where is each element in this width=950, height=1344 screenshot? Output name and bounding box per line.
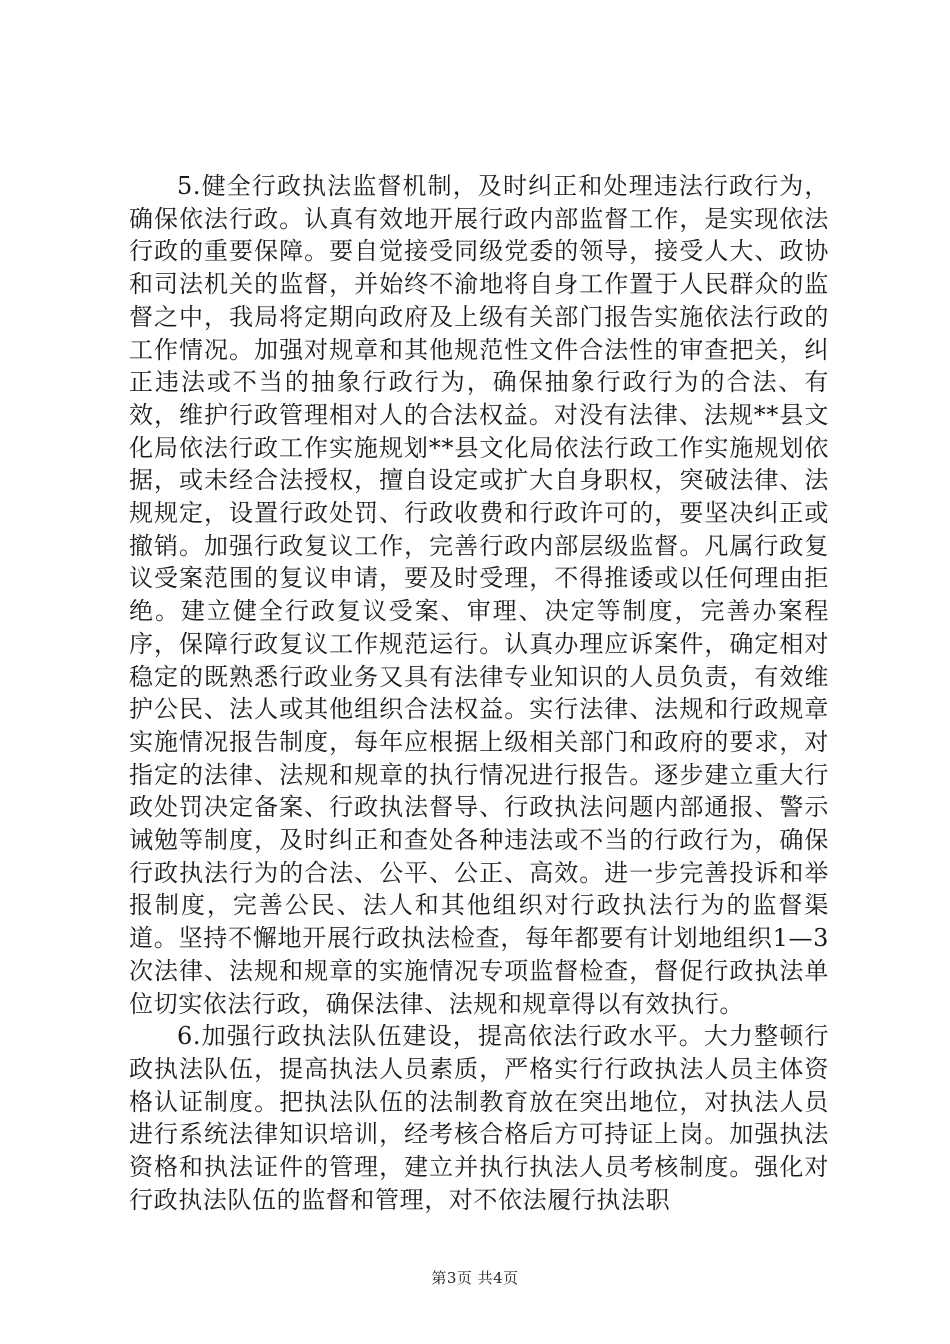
paragraph-5: 5.健全行政执法监督机制，及时纠正和处理违法行政行为，确保依法行政。认真有效地开展行政内部监督工作，是实现依法行政的重要保障。要自觉接受同级党委的领导，接受人大、政协和司法机关的监督，并始终不渝地将自身工作置于人民群众的监督之中，我局将定期向政府及上级有关部门报告实施依法行政的工作情况。加强对规章和其他规范性文件合法性的审查把关，纠正违法或不当的抽象行政行为，确保抽象行政行为的合法、有效，维护行政管理相对人的合法权益。对没有法律、法规**县文化局依法行政工作实施规划**县文化局依法行政工作实施规划依据，或未经合法授权，擅自设定或扩大自身职权，突破法律、法规规定，设置行政处罚、行政收费和行政许可的，要坚决纠正或撤销。加强行政复议工作，完善行政内部层级监督。凡属行政复议受案范围的复议申请，要及时受理，不得推诿或以任何理由拒绝。建立健全行政复议受案、审理、决定等制度，完善办案程序，保障行政复议工作规范运行。认真办理应诉案件，确定相对稳定的既熟悉行政业务又具有法律专业知识的人员负责，有效维护公民、法人或其他组织合法权益。实行法律、法规和行政规章实施情况报告制度，每年应根据上级相关部门和政府的要求，对指定的法律、法规和规章的执行情况进行报告。逐步建立重大行政处罚决定备案、行政执法督导、行政执法问题内部通报、警示诫勉等制度，及时纠正和查处各种违法或不当的行政行为，确保行政执法行为的合法、公平、公正、高效。进一步完善投诉和举报制度，完善公民、法人和其他组织对行政执法行为的监督渠道。坚持不懈地开展行政执法检查，每年都要有计划地组织1—3次法律、法规和规章的实施情况专项监督检查，督促行政执法单位切实依法行政，确保法律、法规和规章得以有效执行。 [129,172,829,1018]
paragraph-6: 6.加强行政执法队伍建设，提高依法行政水平。大力整顿行政执法队伍，提高执法人员素质，严格实行行政执法人员主体资格认证制度。把执法队伍的法制教育放在突出地位，对执法人员进行系统法律知识培训，经考核合格后方可持证上岗。加强执法资格和执法证件的管理，建立并执行执法人员考核制度。强化对行政执法队伍的监督和管理，对不依法履行执法职 [129,1022,829,1214]
page-number-footer: 第3页 共4页 [431,1269,519,1287]
document-body [129,170,829,1217]
